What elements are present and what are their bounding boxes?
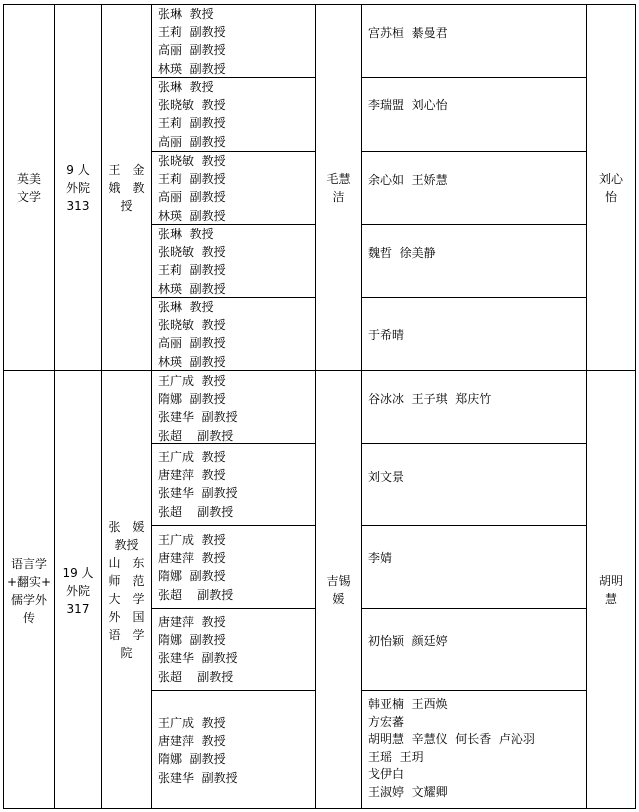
committee-list: 王广成 教授 唐建萍 教授 隋娜 副教授 张超 副教授 <box>158 533 234 602</box>
committee-list: 唐建萍 教授 隋娜 副教授 张建华 副教授 张超 副教授 <box>158 615 238 684</box>
committee-list: 张琳 教授 张晓敏 教授 王莉 副教授 高丽 副教授 <box>158 80 226 149</box>
student-list: 宫苏桓 綦曼君 <box>368 26 448 40</box>
secretary-cell: 胡明 慧 <box>598 574 623 606</box>
committee-list: 张琳 教授 王莉 副教授 高丽 副教授 林瑛 副教授 <box>158 7 226 76</box>
student-list: 魏哲 徐美静 <box>368 246 436 260</box>
supervisor-cell: 张 媛 教授 山 东 师 范 大 学 外 国 语 学 院 <box>108 520 145 660</box>
student-list: 韩亚楠 王西焕 方宏蕃 胡明慧 辛慧仪 何长香 卢沁羽 王瑶 王玥 戈伊白 王淑婷 文耀卿 <box>368 697 535 799</box>
row-divider <box>151 525 315 526</box>
table-border-top <box>3 4 635 5</box>
student-list: 李瑞盟 刘心怡 <box>368 98 448 112</box>
major-cell: 语言学 +翻实+ 儒学外 传 <box>6 557 52 625</box>
committee-list: 张琳 教授 张晓敏 教授 王莉 副教授 林瑛 副教授 <box>158 227 226 296</box>
column-divider <box>101 4 102 809</box>
committee-list: 王广成 教授 隋娜 副教授 张建华 副教授 张超 副教授 <box>158 374 238 443</box>
secretary-cell: 刘心 怡 <box>598 172 623 204</box>
row-divider <box>361 525 586 526</box>
row-divider <box>361 151 586 152</box>
row-divider <box>151 690 315 691</box>
supervisor-cell: 王 金 娥 教 授 <box>108 163 145 213</box>
student-list: 余心如 王娇慧 <box>368 173 448 187</box>
committee-list: 王广成 教授 唐建萍 教授 张建华 副教授 张超 副教授 <box>158 450 238 519</box>
row-divider <box>361 608 586 609</box>
table-border-left <box>3 4 4 809</box>
column-divider <box>361 4 362 809</box>
enrollment-cell: 19 人 外院 317 <box>62 566 94 616</box>
table-border-right <box>635 4 636 809</box>
student-list: 谷冰冰 王子琪 郑庆竹 <box>368 392 492 406</box>
column-divider <box>151 4 152 809</box>
student-list: 李婧 <box>368 551 393 565</box>
table-border-bottom <box>3 808 635 809</box>
column-divider <box>54 4 55 809</box>
student-list: 于希晴 <box>368 328 405 342</box>
student-list: 刘文景 <box>368 470 405 484</box>
committee-list: 王广成 教授 唐建萍 教授 隋娜 副教授 张建华 副教授 <box>158 716 238 785</box>
committee-list: 张琳 教授 张晓敏 教授 高丽 副教授 林瑛 副教授 <box>158 300 226 369</box>
row-divider <box>361 224 586 225</box>
student-list: 初怡颖 颜廷婷 <box>368 634 448 648</box>
row-divider <box>361 297 586 298</box>
section-divider <box>3 370 635 371</box>
coordinator-cell: 吉锡 媛 <box>326 574 351 606</box>
enrollment-cell: 9 人 外院 313 <box>65 163 90 213</box>
column-divider <box>586 4 587 809</box>
committee-list: 张晓敏 教授 王莉 副教授 高丽 副教授 林瑛 副教授 <box>158 154 226 223</box>
column-divider <box>315 4 316 809</box>
row-divider <box>151 608 315 609</box>
row-divider <box>361 443 586 444</box>
major-cell: 英美 文学 <box>16 172 41 204</box>
coordinator-cell: 毛慧 洁 <box>326 172 351 204</box>
row-divider <box>361 690 586 691</box>
row-divider <box>361 77 586 78</box>
